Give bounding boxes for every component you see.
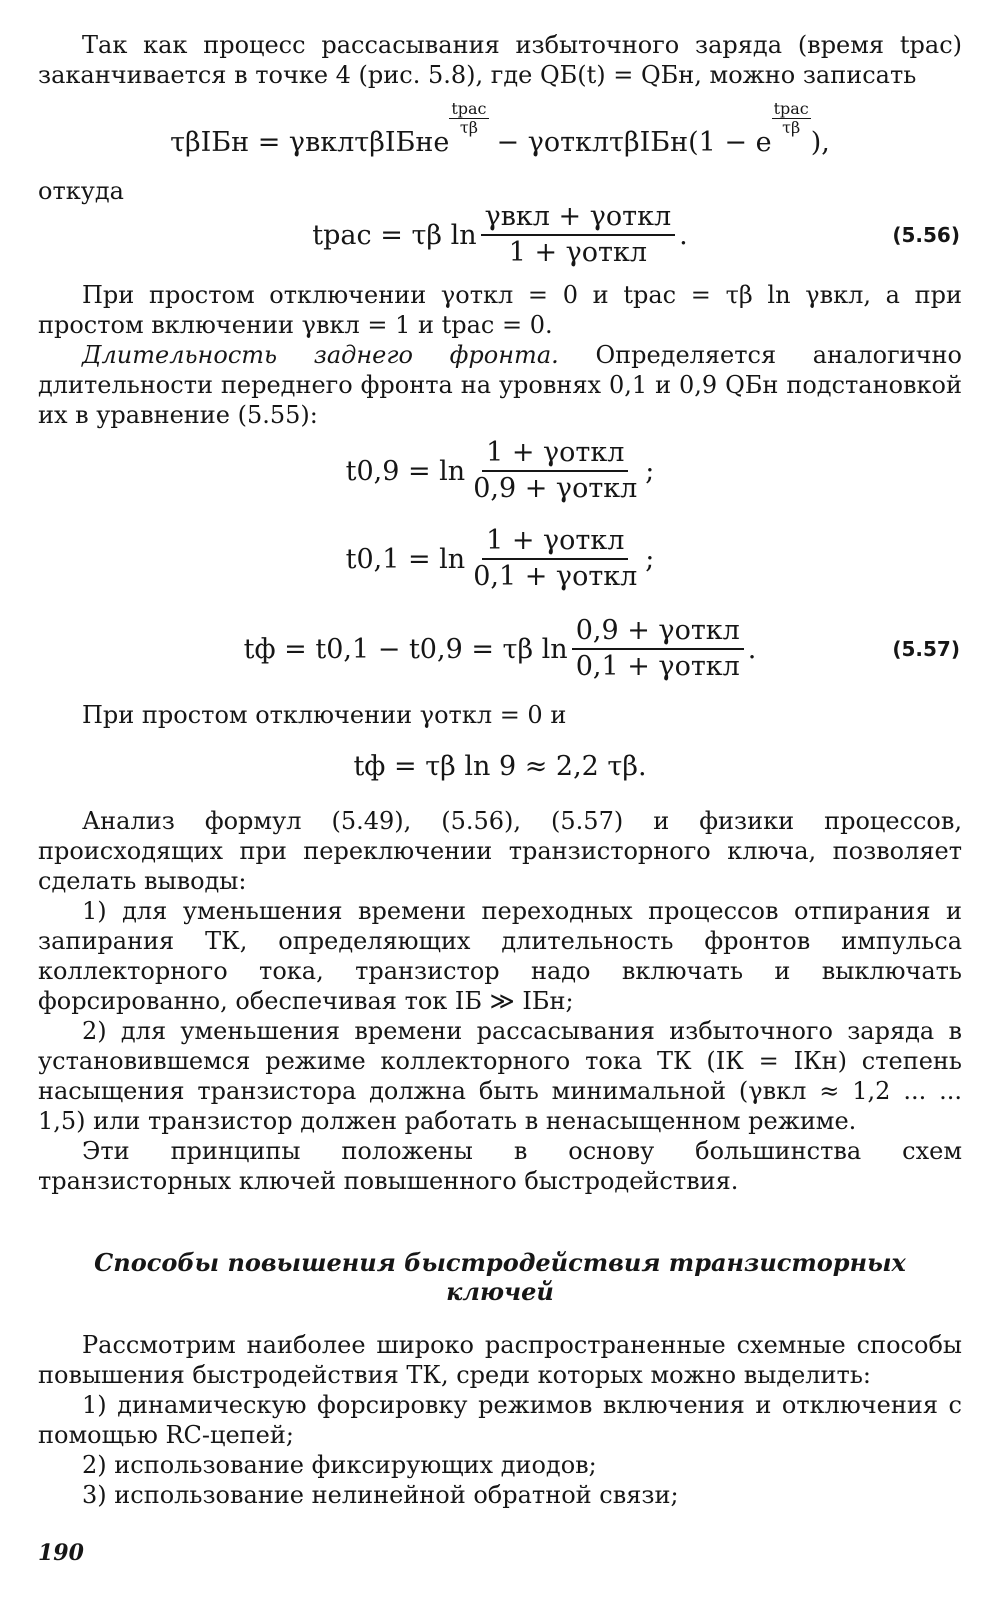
conclusion-item-1: 1) для уменьшения времени переходных процессов отпирания и запирания ТК, определяющих длительность фронтов импульса коллекторного тока, транзистор надо включать и выключать форсированно, обеспечивая ток IБ ≫ IБн; <box>38 897 962 1015</box>
eq2-tail: . <box>679 219 688 251</box>
paragraph-simple-off: При простом отключении γоткл = 0 и tрас = τβ ln γвкл, а при простом включении γвкл = 1 и tрас = 0. <box>38 281 962 339</box>
trailing-edge-body: Определяется аналогично длительности переднего фронта на уровнях 0,1 и 0,9 QБн подстановкой их в уравнение (5.55): <box>38 341 962 429</box>
eq1-exp2-den: τβ <box>782 117 801 137</box>
paragraph-principles: Эти принципы положены в основу большинства схем транзисторных ключей повышенного быстродействия. <box>38 1137 962 1195</box>
eq6-text: tф = τβ ln 9 ≈ 2,2 τβ. <box>353 750 647 782</box>
eq5-denominator: 0,1 + γоткл <box>575 651 740 682</box>
eq4-fraction <box>469 526 641 591</box>
equation-t01 <box>38 522 962 596</box>
eq1-exponent-1 <box>449 98 488 137</box>
eq1-exp2-num: tрас <box>773 98 809 118</box>
eq5-tail: . <box>747 633 757 665</box>
eq1-exp1-den: τβ <box>459 117 478 137</box>
eq2-numerator: γвкл + γоткл <box>481 202 676 236</box>
page-content <box>38 24 962 1510</box>
equation-5-57 <box>38 612 962 686</box>
eq4-denominator: 0,1 + γоткл <box>473 561 638 592</box>
method-item-3: 3) использование нелинейной обратной связи; <box>82 1481 679 1509</box>
equation-number-5-56: (5.56) <box>892 223 960 247</box>
eq5-fraction <box>572 616 744 681</box>
equation-5-56 <box>38 200 962 270</box>
eq1-mid: − γотклτβIБн(1 − e <box>496 126 772 158</box>
eq5-numerator: 0,9 + γоткл <box>572 616 744 650</box>
eq5-lhs: tф = t0,1 − t0,9 = τβ ln <box>243 633 568 665</box>
eq3-denominator: 0,9 + γоткл <box>473 473 638 504</box>
eq3-numerator: 1 + γоткл <box>482 438 628 472</box>
page-number: 190 <box>38 1540 84 1566</box>
eq3-lhs: t0,9 = ln <box>345 455 466 487</box>
eq3-fraction <box>469 438 641 503</box>
section-heading: Способы повышения быстродействия транзисторных ключей <box>94 1248 906 1306</box>
paragraph-otkuda: откуда <box>38 177 124 205</box>
eq4-lhs: t0,1 = ln <box>345 543 466 575</box>
equation-charge-balance <box>38 96 962 188</box>
eq4-numerator: 1 + γоткл <box>482 526 628 560</box>
method-item-2: 2) использование фиксирующих диодов; <box>82 1451 597 1479</box>
eq2-denominator: 1 + γоткл <box>508 237 648 268</box>
paragraph-trailing-edge <box>38 340 962 430</box>
conclusion-item-2: 2) для уменьшения времени рассасывания избыточного заряда в установившемся режиме коллекторного тока ТК (IК = IКн) степень насыщения транзистора должна быть минимальной (γвкл ≈ 1,2 ... ... 1,5) или транзистор должен работать в ненасыщенном режиме. <box>38 1017 962 1135</box>
eq2-lhs: tрас = τβ ln <box>312 219 477 251</box>
eq1-exponent-2 <box>772 98 811 137</box>
eq1-exp1-num: tрас <box>451 98 487 118</box>
equation-tf-result <box>38 738 962 794</box>
trailing-edge-title: Длительность заднего фронта. <box>82 341 559 369</box>
eq1-right: ), <box>810 126 830 158</box>
eq3-tail: ; <box>645 455 655 487</box>
eq4-tail: ; <box>645 543 655 575</box>
equation-number-5-57: (5.57) <box>892 637 960 661</box>
paragraph-rassasyvanie: Так как процесс рассасывания избыточного заряда (время tрас) заканчивается в точке 4 (рис. 5.8), где QБ(t) = QБн, можно записать <box>38 31 962 89</box>
paragraph-analysis: Анализ формул (5.49), (5.56), (5.57) и физики процессов, происходящих при переключении транзисторного ключа, позволяет сделать выводы: <box>38 807 962 895</box>
paragraph-methods-intro: Рассмотрим наиболее широко распространенные схемные способы повышения быстродействия ТК, среди которых можно выделить: <box>38 1331 962 1389</box>
eq1-left: τβIБн = γвклτβIБнe <box>170 126 450 158</box>
equation-t09 <box>38 434 962 508</box>
eq2-fraction <box>481 202 676 267</box>
method-item-1: 1) динамическую форсировку режимов включения и отключения с помощью RC-цепей; <box>38 1391 962 1449</box>
paragraph-simple-off-2: При простом отключении γоткл = 0 и <box>82 701 567 729</box>
